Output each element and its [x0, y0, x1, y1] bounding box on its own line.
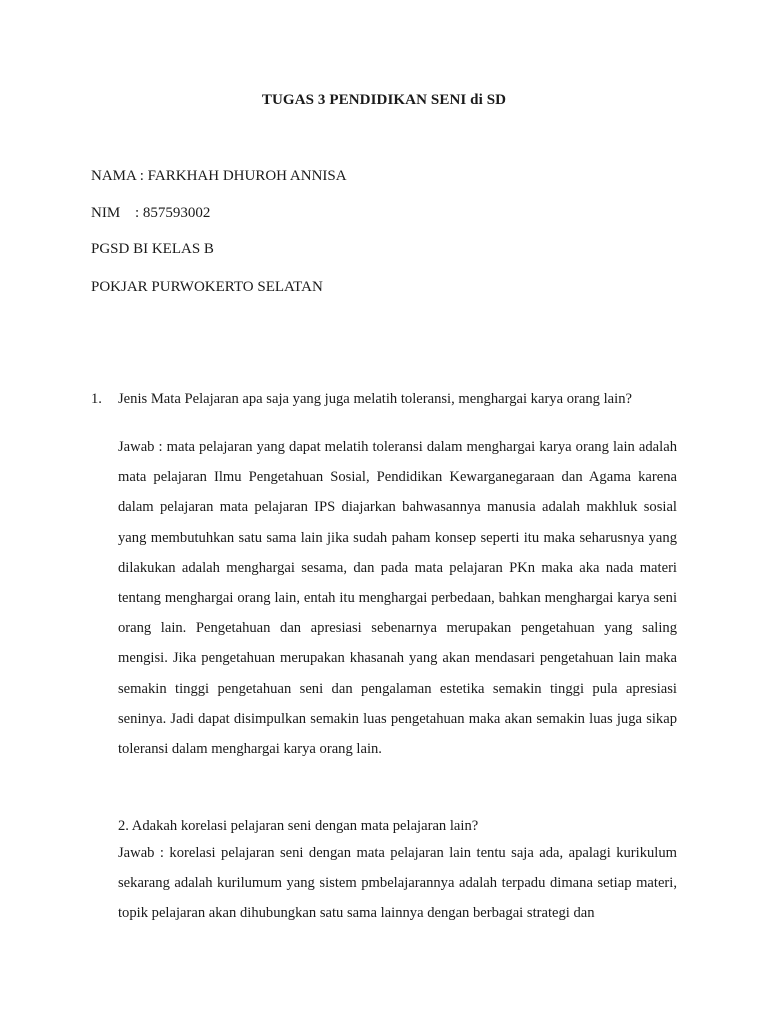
nim-label: NIM [91, 205, 121, 221]
document-title: TUGAS 3 PENDIDIKAN SENI di SD [261, 92, 507, 108]
nim-value: : 857593002 [135, 205, 211, 221]
question-1-text: Jenis Mata Pelajaran apa saja yang juga melatih toleransi, menghargai karya orang lain? [118, 391, 632, 407]
question-1-number: 1. [91, 391, 102, 407]
question-2: 2. Adakah korelasi pelajaran seni dengan mata pelajaran lain? [118, 818, 479, 834]
question-1 [91, 391, 681, 408]
student-nim [91, 205, 210, 222]
student-class: PGSD BI KELAS B [91, 241, 214, 257]
student-pokjar: POKJAR PURWOKERTO SELATAN [91, 279, 323, 295]
answer-2: Jawab : korelasi pelajaran seni dengan mata pelajaran lain tentu saja ada, apalagi kurikulum sekarang adalah kurilumum yang sistem pmbelajarannya adalah terpadu dimana setiap materi, topik pelajaran akan dihubungkan satu sama lainnya dengan berbagai strategi dan [118, 845, 677, 922]
student-name: NAMA : FARKHAH DHUROH ANNISA [91, 168, 347, 184]
answer-1: Jawab : mata pelajaran yang dapat melatih toleransi dalam menghargai karya orang lain adalah mata pelajaran Ilmu Pengetahuan Sosial, Pendidikan Kewarganegaraan dan Agama karena dalam pelajaran mata pelajaran IPS diajarkan bahwasannya manusia adalah makhluk sosial yang membutuhkan satu sama lain jika sudah paham konsep seperti itu maka seharusnya yang dilakukan adalah menghargai sesama, dan pada mata pelajaran PKn maka aka nada materi tentang menghargai orang lain, entah itu menghargai perbedaan, bahkan menghargai karya seni orang lain. Pengetahuan dan apresiasi sebenarnya merupakan pengetahuan yang saling mengisi. Jika pengetahuan merupakan khasanah yang akan mendasari pengetahuan lain maka semakin tinggi pengetahuan seni dan pengalaman estetika semakin tinggi pula apresiasi seninya. Jadi dapat disimpulkan semakin luas pengetahuan maka akan semakin luas juga sikap toleransi dalam menghargai karya orang lain. [118, 439, 677, 758]
